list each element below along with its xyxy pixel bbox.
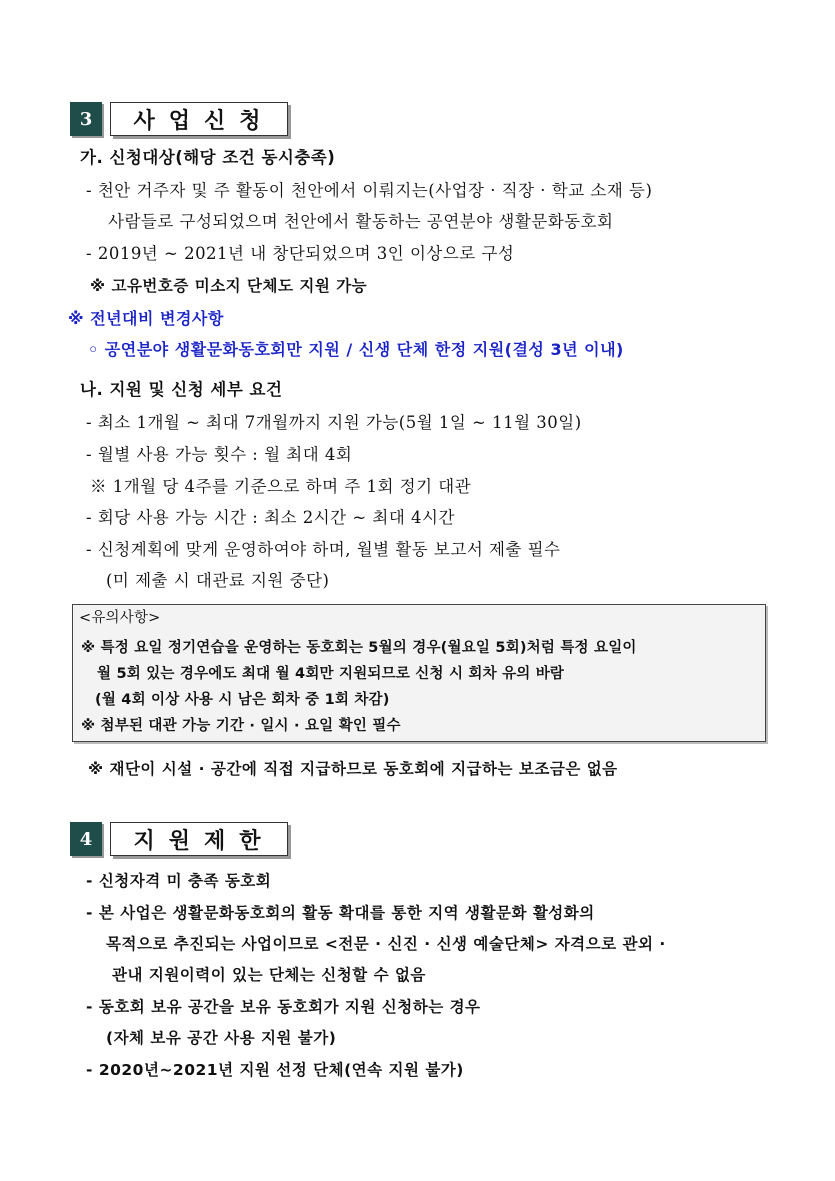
notice-title: <유의사항> <box>79 610 161 626</box>
list-item: - 2019년 ~ 2021년 내 창단되었으며 3인 이상으로 구성 <box>86 244 515 263</box>
change-heading: ※ 전년대비 변경사항 <box>68 309 224 328</box>
list-item: (자체 보유 공간 사용 지원 불가) <box>106 1029 337 1047</box>
notice-line: 월 5회 있는 경우에도 최대 월 4회만 지원되므로 신청 시 회차 유의 바람 <box>97 666 565 682</box>
list-item: 관내 지원이력이 있는 단체는 신청할 수 없음 <box>112 966 426 984</box>
list-item: - 월별 사용 가능 횟수 : 월 최대 4회 <box>86 445 353 464</box>
list-item: 사람들로 구성되었으며 천안에서 활동하는 공연분야 생활문화동호회 <box>108 212 614 231</box>
section-3-header <box>70 102 288 136</box>
section-4-header <box>70 822 288 856</box>
section-title: 지원제한 <box>110 822 288 856</box>
section-title: 사업신청 <box>110 102 288 136</box>
footnote: ※ 재단이 시설 · 공간에 직접 지급하므로 동호회에 지급하는 보조금은 없음 <box>88 760 618 778</box>
list-item: - 최소 1개월 ~ 최대 7개월까지 지원 가능(5월 1일 ~ 11월 30일) <box>86 413 582 432</box>
list-item: - 신청자격 미 충족 동호회 <box>86 872 272 890</box>
subsection-heading: 나. 지원 및 신청 세부 요건 <box>80 380 283 399</box>
list-item: - 회당 사용 가능 시간 : 최소 2시간 ~ 최대 4시간 <box>86 508 455 527</box>
subsection-heading: 가. 신청대상(해당 조건 동시충족) <box>80 148 336 167</box>
notice-line: ※ 첨부된 대관 가능 기간 · 일시 · 요일 확인 필수 <box>81 718 401 734</box>
list-item: (미 제출 시 대관료 지원 중단) <box>106 571 330 590</box>
notice-line: (월 4회 이상 사용 시 남은 회차 중 1회 차감) <box>95 692 390 708</box>
change-item: ◦ 공연분야 생활문화동호회만 지원 / 신생 단체 한정 지원(결성 3년 이내) <box>88 340 624 359</box>
list-item: - 본 사업은 생활문화동호회의 활동 확대를 통한 지역 생활문화 활성화의 <box>86 904 595 922</box>
notice-line: ※ 특정 요일 정기연습을 운영하는 동호회는 5월의 경우(월요일 5회)처럼 특정 요일이 <box>81 640 637 656</box>
list-item: - 천안 거주자 및 주 활동이 천안에서 이뤄지는(사업장 · 직장 · 학교 소재 등) <box>86 181 653 200</box>
section-number: 3 <box>70 102 102 136</box>
section-number: 4 <box>70 822 102 856</box>
notice-box <box>72 604 766 742</box>
list-item: 목적으로 추진되는 사업이므로 <전문 · 신진 · 신생 예술단체> 자격으로 관외 · <box>106 935 666 953</box>
list-item: ※ 1개월 당 4주를 기준으로 하며 주 1회 정기 대관 <box>90 477 472 496</box>
list-item: - 동호회 보유 공간을 보유 동호회가 지원 신청하는 경우 <box>86 998 481 1016</box>
list-item: - 2020년~2021년 지원 선정 단체(연속 지원 불가) <box>86 1061 464 1079</box>
note-text: ※ 고유번호증 미소지 단체도 지원 가능 <box>90 277 368 295</box>
list-item: - 신청계획에 맞게 운영하여야 하며, 월별 활동 보고서 제출 필수 <box>86 540 561 559</box>
